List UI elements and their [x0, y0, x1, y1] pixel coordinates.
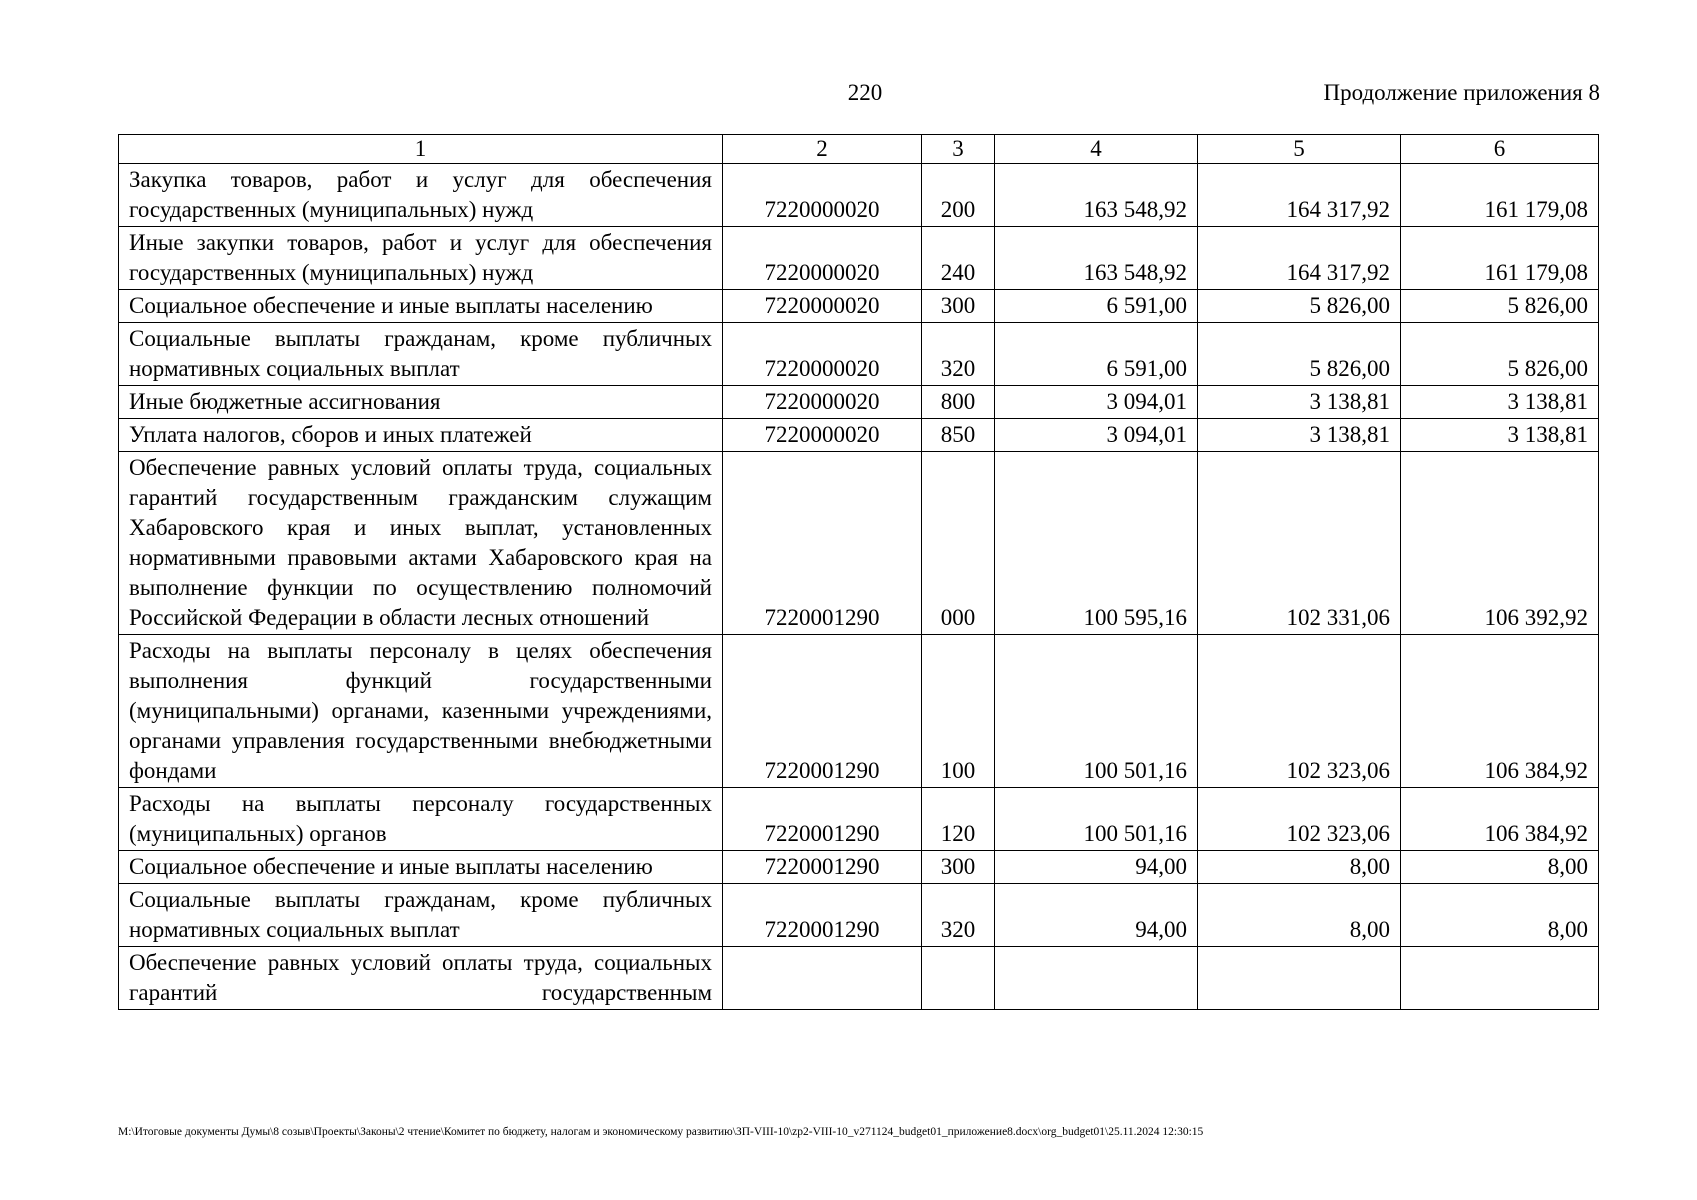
amount-cell: 94,00: [995, 851, 1198, 884]
expense-type-code-cell: 000: [922, 452, 995, 635]
amount-cell: 6 591,00: [995, 323, 1198, 386]
table-row: [119, 788, 1599, 851]
amount-cell: 106 384,92: [1401, 788, 1599, 851]
expense-name-cell: Уплата налогов, сборов и иных платежей: [119, 419, 723, 452]
target-article-code-cell: 7220000020: [723, 290, 922, 323]
empty-cell: [723, 947, 922, 1010]
amount-cell: 8,00: [1401, 884, 1599, 947]
column-number: 2: [723, 135, 922, 164]
amount-cell: 5 826,00: [1401, 290, 1599, 323]
amount-cell: 8,00: [1198, 884, 1401, 947]
amount-cell: 102 323,06: [1198, 635, 1401, 788]
target-article-code-cell: 7220000020: [723, 164, 922, 227]
amount-cell: 100 501,16: [995, 635, 1198, 788]
column-number: 1: [119, 135, 723, 164]
column-number: 3: [922, 135, 995, 164]
target-article-code-cell: 7220001290: [723, 635, 922, 788]
amount-cell: 106 392,92: [1401, 452, 1599, 635]
expense-name-cell: Обеспечение равных условий оплаты труда, социальных гарантий государственным: [119, 947, 723, 1010]
table-row: [119, 290, 1599, 323]
column-number: 4: [995, 135, 1198, 164]
amount-cell: 8,00: [1401, 851, 1599, 884]
amount-cell: 8,00: [1198, 851, 1401, 884]
expense-type-code-cell: 120: [922, 788, 995, 851]
empty-cell: [995, 947, 1198, 1010]
table-row: [119, 884, 1599, 947]
table-row: [119, 452, 1599, 635]
target-article-code-cell: 7220001290: [723, 452, 922, 635]
table-row: [119, 851, 1599, 884]
expense-type-code-cell: 850: [922, 419, 995, 452]
expense-name-cell: Расходы на выплаты персоналу государственных (муниципальных) органов: [119, 788, 723, 851]
amount-cell: 5 826,00: [1401, 323, 1599, 386]
expense-name-cell: Социальное обеспечение и иные выплаты населению: [119, 851, 723, 884]
table-row: [119, 419, 1599, 452]
amount-cell: 3 138,81: [1198, 419, 1401, 452]
expense-name-cell: Расходы на выплаты персоналу в целях обеспечения выполнения функций государственными (муниципальными) органами, казенными учреждениями, органами управления государственными внебюджетными фондами: [119, 635, 723, 788]
amount-cell: 6 591,00: [995, 290, 1198, 323]
amount-cell: 3 138,81: [1401, 386, 1599, 419]
amount-cell: 161 179,08: [1401, 164, 1599, 227]
column-number: 6: [1401, 135, 1599, 164]
target-article-code-cell: 7220001290: [723, 884, 922, 947]
table-row-partial: [119, 947, 1599, 1010]
table-row: [119, 635, 1599, 788]
appendix-continuation-title: Продолжение приложения 8: [1323, 80, 1600, 105]
amount-cell: 102 323,06: [1198, 788, 1401, 851]
amount-cell: 5 826,00: [1198, 323, 1401, 386]
expense-name-cell: Социальные выплаты гражданам, кроме публичных нормативных социальных выплат: [119, 323, 723, 386]
amount-cell: 102 331,06: [1198, 452, 1401, 635]
expense-type-code-cell: 240: [922, 227, 995, 290]
empty-cell: [1198, 947, 1401, 1010]
amount-cell: 3 138,81: [1198, 386, 1401, 419]
column-number-row: [119, 135, 1599, 164]
expense-type-code-cell: 320: [922, 884, 995, 947]
expense-name-cell: Социальные выплаты гражданам, кроме публичных нормативных социальных выплат: [119, 884, 723, 947]
amount-cell: 161 179,08: [1401, 227, 1599, 290]
empty-cell: [922, 947, 995, 1010]
expense-type-code-cell: 100: [922, 635, 995, 788]
expense-name-cell: Иные бюджетные ассигнования: [119, 386, 723, 419]
page-number: 220: [847, 80, 883, 105]
amount-cell: 106 384,92: [1401, 635, 1599, 788]
amount-cell: 164 317,92: [1198, 227, 1401, 290]
amount-cell: 5 826,00: [1198, 290, 1401, 323]
expense-type-code-cell: 200: [922, 164, 995, 227]
budget-table-body: [119, 135, 1599, 1010]
amount-cell: 3 094,01: [995, 419, 1198, 452]
column-number: 5: [1198, 135, 1401, 164]
target-article-code-cell: 7220000020: [723, 323, 922, 386]
target-article-code-cell: 7220000020: [723, 386, 922, 419]
amount-cell: 164 317,92: [1198, 164, 1401, 227]
expense-name-cell: Социальное обеспечение и иные выплаты населению: [119, 290, 723, 323]
amount-cell: 163 548,92: [995, 164, 1198, 227]
expense-type-code-cell: 300: [922, 290, 995, 323]
table-row: [119, 227, 1599, 290]
target-article-code-cell: 7220000020: [723, 227, 922, 290]
target-article-code-cell: 7220000020: [723, 419, 922, 452]
amount-cell: 163 548,92: [995, 227, 1198, 290]
expense-type-code-cell: 800: [922, 386, 995, 419]
amount-cell: 100 501,16: [995, 788, 1198, 851]
amount-cell: 100 595,16: [995, 452, 1198, 635]
amount-cell: 3 138,81: [1401, 419, 1599, 452]
expense-type-code-cell: 300: [922, 851, 995, 884]
table-row: [119, 323, 1599, 386]
amount-cell: 94,00: [995, 884, 1198, 947]
table-row: [119, 164, 1599, 227]
target-article-code-cell: 7220001290: [723, 851, 922, 884]
expense-name-cell: Закупка товаров, работ и услуг для обеспечения государственных (муниципальных) нужд: [119, 164, 723, 227]
amount-cell: 3 094,01: [995, 386, 1198, 419]
target-article-code-cell: 7220001290: [723, 788, 922, 851]
expense-name-cell: Иные закупки товаров, работ и услуг для обеспечения государственных (муниципальных) нужд: [119, 227, 723, 290]
budget-table: [118, 134, 1599, 1010]
expense-name-cell: Обеспечение равных условий оплаты труда, социальных гарантий государственным гражданским служащим Хабаровского края и иных выплат, установленных нормативными правовыми актами Хабаровского края на выполнение функции по осуществлению полномочий Российской Федерации в области лесных отношений: [119, 452, 723, 635]
file-path-footer: M:\Итоговые документы Думы\8 созыв\Проекты\Законы\2 чтение\Комитет по бюджету, налогам и экономическому развитию\ЗП-VIII-10\zp2-VIII-10_v271124_budget01_приложение8.docx\org_budget01\25.11.2024 12:30:15: [118, 1126, 1204, 1138]
expense-type-code-cell: 320: [922, 323, 995, 386]
empty-cell: [1401, 947, 1599, 1010]
table-row: [119, 386, 1599, 419]
